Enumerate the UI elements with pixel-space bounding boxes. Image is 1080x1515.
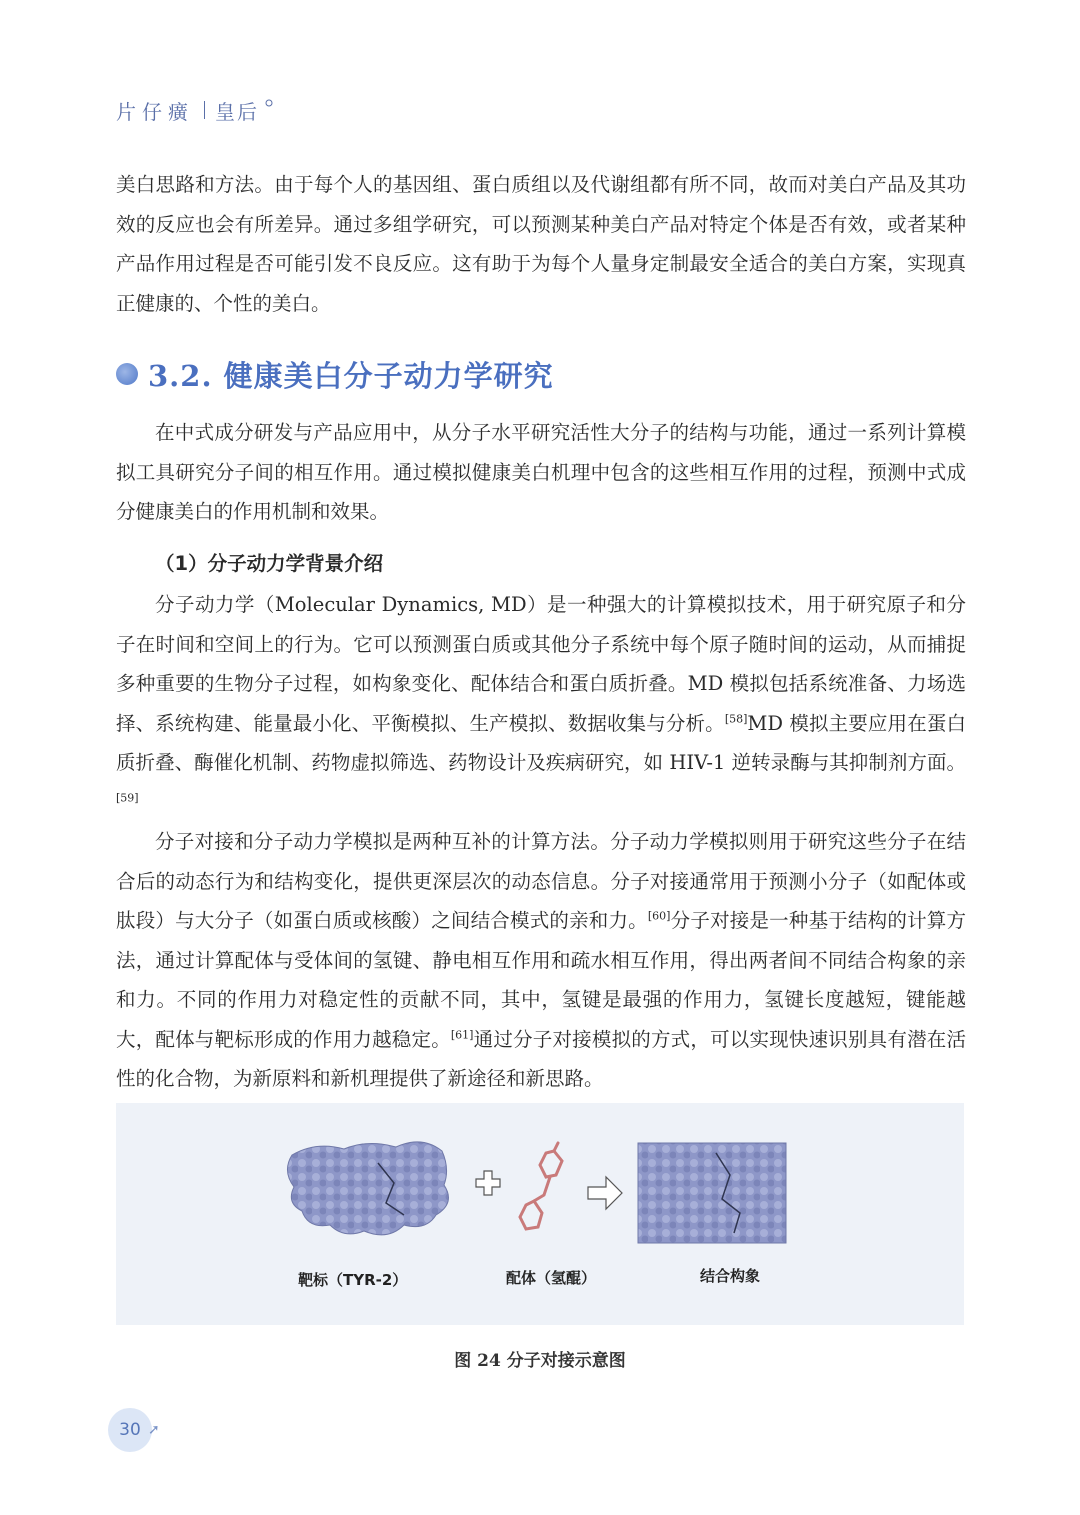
page-number: 30 <box>108 1408 152 1452</box>
bullet-dot-icon <box>116 363 138 385</box>
ligand-molecule <box>520 1143 562 1229</box>
section-intro: 在中式成分研发与产品应用中，从分子水平研究活性大分子的结构与功能，通过一系列计算模拟工具研究分子间的相互作用。通过模拟健康美白机理中包含的这些相互作用的过程，预测中式成分健康美白的作用机制和效果。 <box>116 421 966 523</box>
label-target: 靶标（TYR-2） <box>298 1271 408 1289</box>
target-protein-surface <box>287 1142 448 1235</box>
complex-surface <box>638 1143 786 1243</box>
md-text-1: 分子动力学（Molecular Dynamics, MD）是一种强大的计算模拟技术，用于研究原子和分子在时间和空间上的行为。它可以预测蛋白质或其他分子系统中每个原子随时间的运动，从而捕捉多种重要的生物分子过程，如构象变化、配体结合和蛋白质折叠。MD 模拟包括系统准备、力场选择、系统构建、能量最小化、平衡模拟、生产模拟、数据收集与分析。 <box>116 593 966 735</box>
subheading: （1）分子动力学背景介绍 <box>155 552 384 575</box>
docking-text-1: 分子对接和分子动力学模拟是两种互补的计算方法。分子动力学模拟则用于研究这些分子在结合后的动态行为和结构变化，提供更深层次的动态信息。分子对接通常用于预测小分子（如配体或肽段）与大分子（如蛋白质或核酸）之间结合模式的亲和力。 <box>116 830 966 932</box>
crown-icon <box>261 95 277 111</box>
section-intro-block <box>116 413 966 532</box>
label-ligand: 配体（氢醌） <box>506 1269 597 1287</box>
figure-caption: 图 24 分子对接示意图 <box>454 1351 626 1371</box>
docking-paragraph-block <box>116 822 966 1099</box>
citation-58: [58] <box>724 712 748 725</box>
logo-divider <box>204 101 205 119</box>
docking-paragraph <box>116 822 966 1099</box>
section-heading <box>116 350 554 398</box>
docking-figure <box>116 1103 964 1325</box>
page-number-badge <box>108 1408 168 1452</box>
docking-text-2: 分子对接是一种基于结构的计算方法，通过计算配体与受体间的氢键、静电相互作用和疏水相互作用，得出两者间不同结合构象的亲和力。不同的作用力对稳定性的贡献不同，其中，氢键是最强的作用力，氢键长度越短，键能越大，配体与靶标形成的作用力越稳定。 <box>116 909 966 1051</box>
md-paragraph-block <box>116 585 966 822</box>
brand-left-text: 片仔癀 <box>116 99 194 124</box>
md-text-2: MD 模拟主要应用在蛋白质折叠、酶催化机制、药物虚拟筛选、药物设计及疾病研究，如 HIV-1 逆转录酶与其抑制剂方面。 <box>116 711 966 774</box>
intro-block <box>116 165 966 323</box>
docking-diagram <box>116 1103 964 1325</box>
header-logo <box>116 92 277 128</box>
brand-right-text: 皇后 <box>215 99 259 124</box>
docking-text-3: 通过分子对接模拟的方式，可以实现快速识别具有潜在活性的化合物，为新原料和新机理提供了新途径和新思路。 <box>116 1027 966 1090</box>
right-arrow-icon <box>588 1177 622 1209</box>
label-complex: 结合构象 <box>700 1267 761 1285</box>
citation-61: [61] <box>450 1028 474 1041</box>
section-title: 3.2. 健康美白分子动力学研究 <box>148 358 554 393</box>
plus-icon <box>476 1171 500 1195</box>
citation-59: [59] <box>116 791 139 804</box>
intro-paragraph: 美白思路和方法。由于每个人的基因组、蛋白质组以及代谢组都有所不同，故而对美白产品及其功效的反应也会有所差异。通过多组学研究，可以预测某种美白产品对特定个体是否有效，或者某种产品作用过程是否可能引发不良反应。这有助于为每个人量身定制最安全适合的美白方案，实现真正健康的、个性的美白。 <box>116 173 966 315</box>
citation-60: [60] <box>647 909 671 923</box>
md-paragraph <box>116 585 966 822</box>
page-arrow-icon: ➚ <box>148 1422 160 1438</box>
